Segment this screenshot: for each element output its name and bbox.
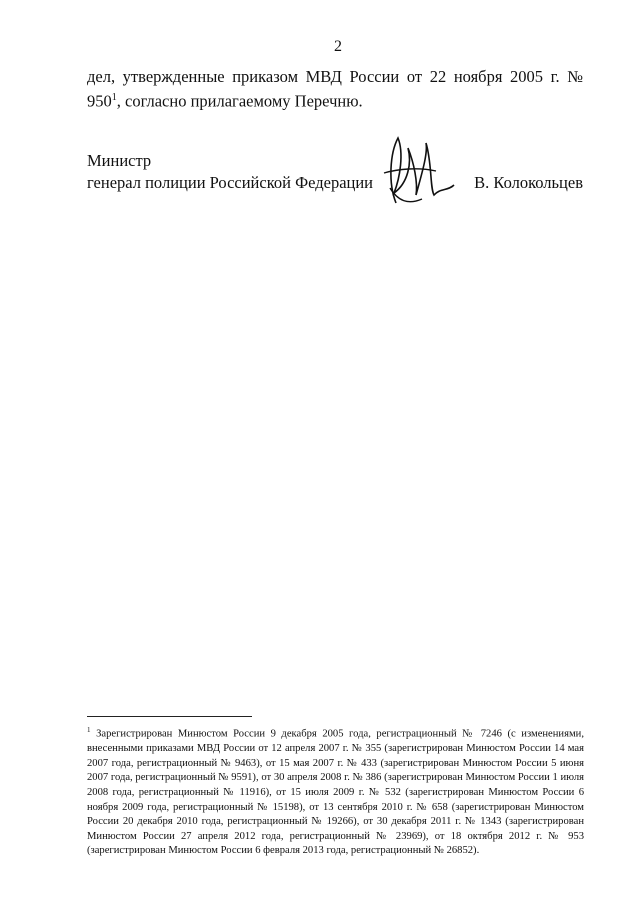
signatory-rank: генерал полиции Российской Федерации	[87, 173, 374, 192]
footnote-reference: 1	[111, 92, 117, 103]
footnote-text: Зарегистрирован Минюстом России 9 декабря 2005 года, регистрационный № 7246 (с изменениями, внесенными приказами МВД России от 12 апреля 2007 г. № 355 (зарегистрирован Минюстом России 14 мая 2007 года, регистрационный № 9463), от 15 мая 2007 г. № 433 (зарегистрирован Минюстом России 5 июня 2007 года, регистрационный № 9591), от 30 апреля 2008 г. № 386 (зарегистрирован Минюстом России 1 июля 2008 года, регистрационный № 11916), от 15 июля 2009 г. № 532 (зарегистрирован Минюстом России 6 ноября 2009 года, регистрационный № 15198), от 13 сентября 2010 г. № 658 (зарегистрирован Минюстом России 20 декабря 2010 года, регистрационный № 19266), от 30 декабря 2011 г. № 1343 (зарегистрирован Минюстом России 27 апреля 2012 года, регистрационный № 23969), от 18 октября 2012 г. № 953 (зарегистрирован Минюстом России 6 февраля 2013 года, регистрационный № 26852).	[87, 728, 584, 857]
signatory-name: В. Колокольцев	[474, 173, 583, 192]
body-paragraph	[87, 66, 583, 112]
footnote	[87, 723, 584, 859]
handwritten-signature	[378, 133, 458, 208]
footnote-marker: 1	[87, 726, 91, 734]
signatory-title: Министр	[87, 151, 152, 170]
body-text: дел, утвержденные приказом МВД России от 22 ноября 2005 г. № 950	[87, 67, 583, 111]
page-number: 2	[334, 38, 342, 55]
body-text-continued: , согласно прилагаемому Перечню.	[116, 91, 363, 111]
footnote-separator	[87, 716, 252, 717]
